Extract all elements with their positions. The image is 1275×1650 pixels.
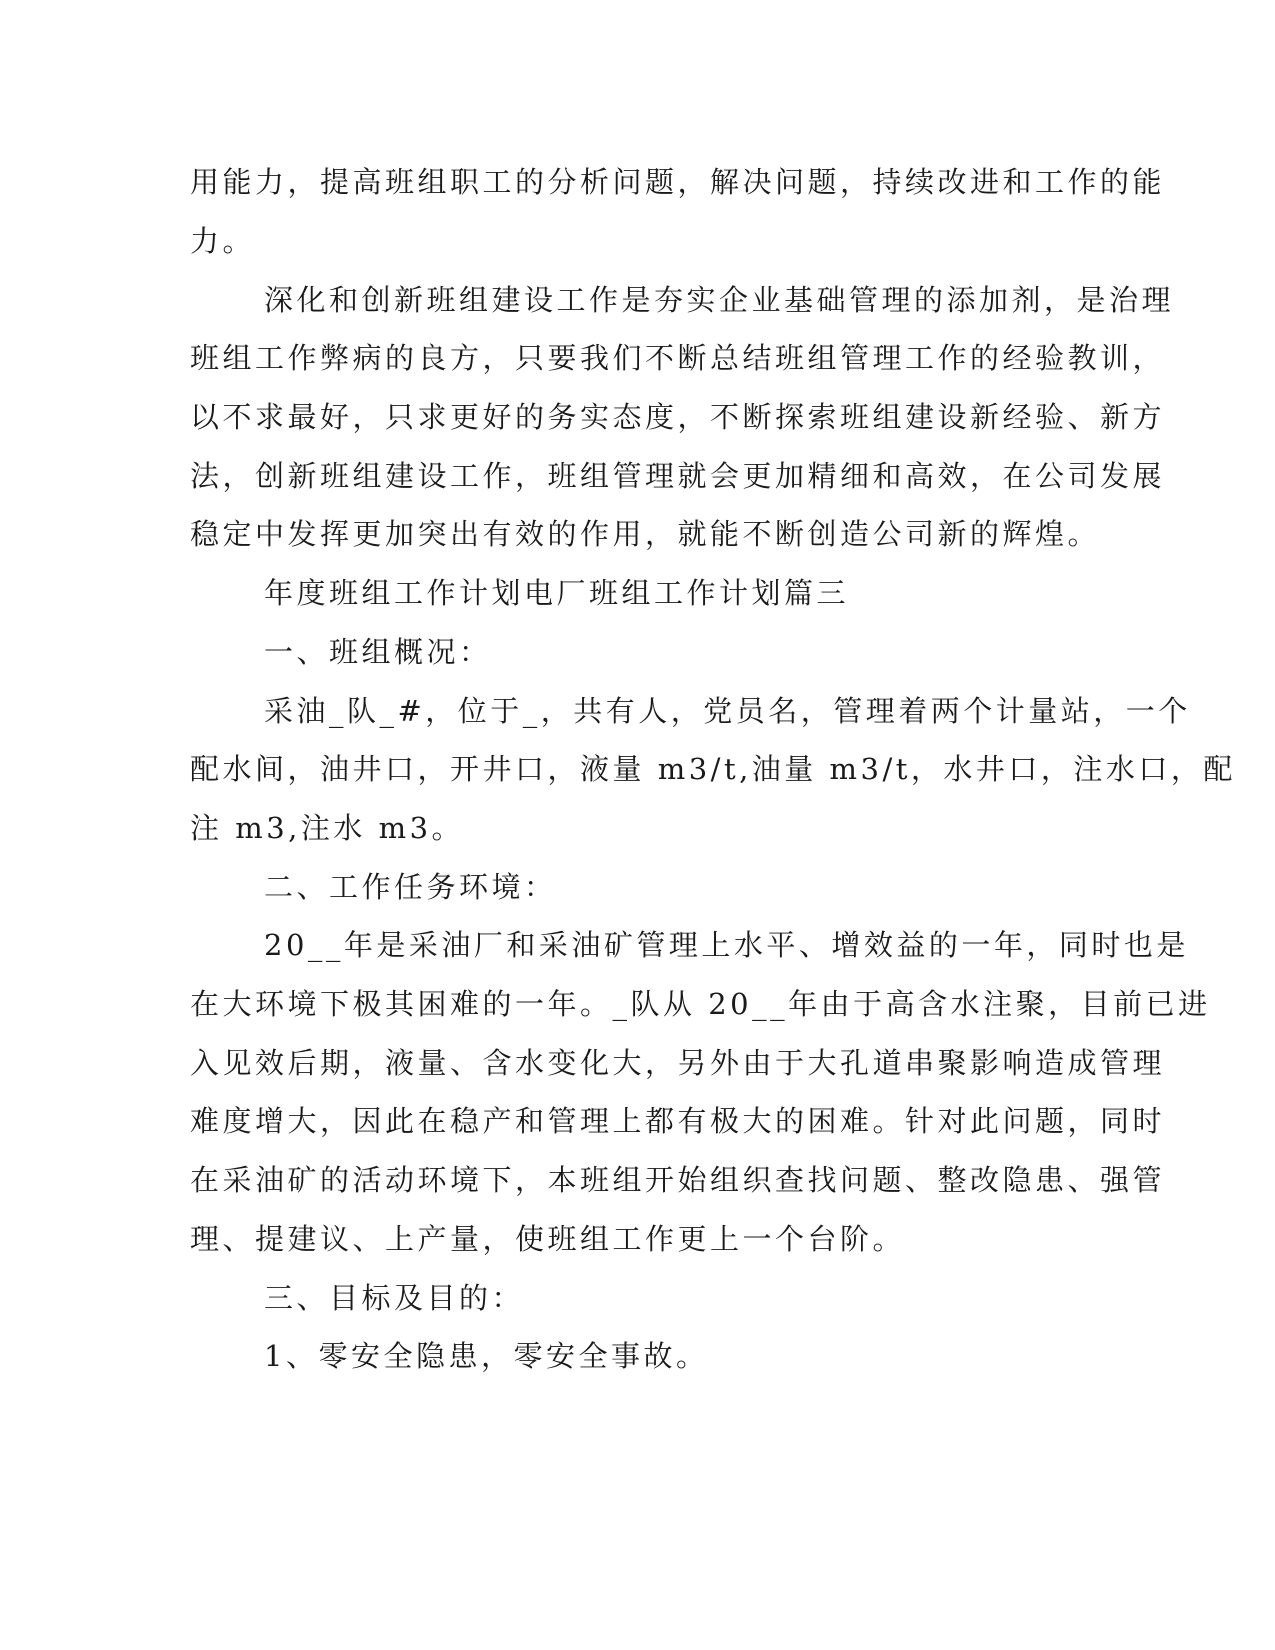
list-item: 1、零安全隐患，零安全事故。	[264, 1339, 709, 1373]
body-text-line: 在采油矿的活动环境下，本班组开始组织查找问题、整改隐患、强管	[190, 1163, 1166, 1197]
body-text-line: 难度增大，因此在稳产和管理上都有极大的困难。针对此问题，同时	[190, 1104, 1166, 1138]
section-heading: 一、班组概况：	[264, 635, 492, 669]
body-text-line: 稳定中发挥更加突出有效的作用，就能不断创造公司新的辉煌。	[190, 517, 1101, 551]
body-text-line: 注 m3,注水 m3。	[190, 811, 465, 845]
body-text-line: 力。	[190, 224, 256, 258]
paragraph-first-line: 深化和创新班组建设工作是夯实企业基础管理的添加剂，是治理	[264, 283, 1175, 317]
paragraph-first-line: 采油_队_#，位于_，共有人，党员名，管理着两个计量站，一个	[264, 694, 1191, 728]
section-title: 年度班组工作计划电厂班组工作计划篇三	[264, 576, 850, 610]
body-text-line: 入见效后期，液量、含水变化大，另外由于大孔道串聚影响造成管理	[190, 1046, 1166, 1080]
section-heading: 二、工作任务环境：	[264, 870, 557, 904]
body-text-line: 用能力，提高班组职工的分析问题，解决问题，持续改进和工作的能	[190, 165, 1166, 199]
paragraph-first-line: 20__年是采油厂和采油矿管理上水平、增效益的一年，同时也是	[264, 928, 1189, 962]
section-heading: 三、目标及目的：	[264, 1281, 525, 1315]
body-text-line: 以不求最好，只求更好的务实态度，不断探索班组建设新经验、新方	[190, 400, 1166, 434]
body-text-line: 班组工作弊病的良方，只要我们不断总结班组管理工作的经验教训，	[190, 341, 1166, 375]
body-text-line: 法，创新班组建设工作，班组管理就会更加精细和高效，在公司发展	[190, 459, 1166, 493]
body-text-line: 在大环境下极其困难的一年。_队从 20__年由于高含水注聚，目前已进	[190, 987, 1211, 1021]
body-text-line: 配水间，油井口，开井口，液量 m3/t,油量 m3/t，水井口，注水口，配	[190, 752, 1236, 786]
body-text-line: 理、提建议、上产量，使班组工作更上一个台阶。	[190, 1222, 906, 1256]
